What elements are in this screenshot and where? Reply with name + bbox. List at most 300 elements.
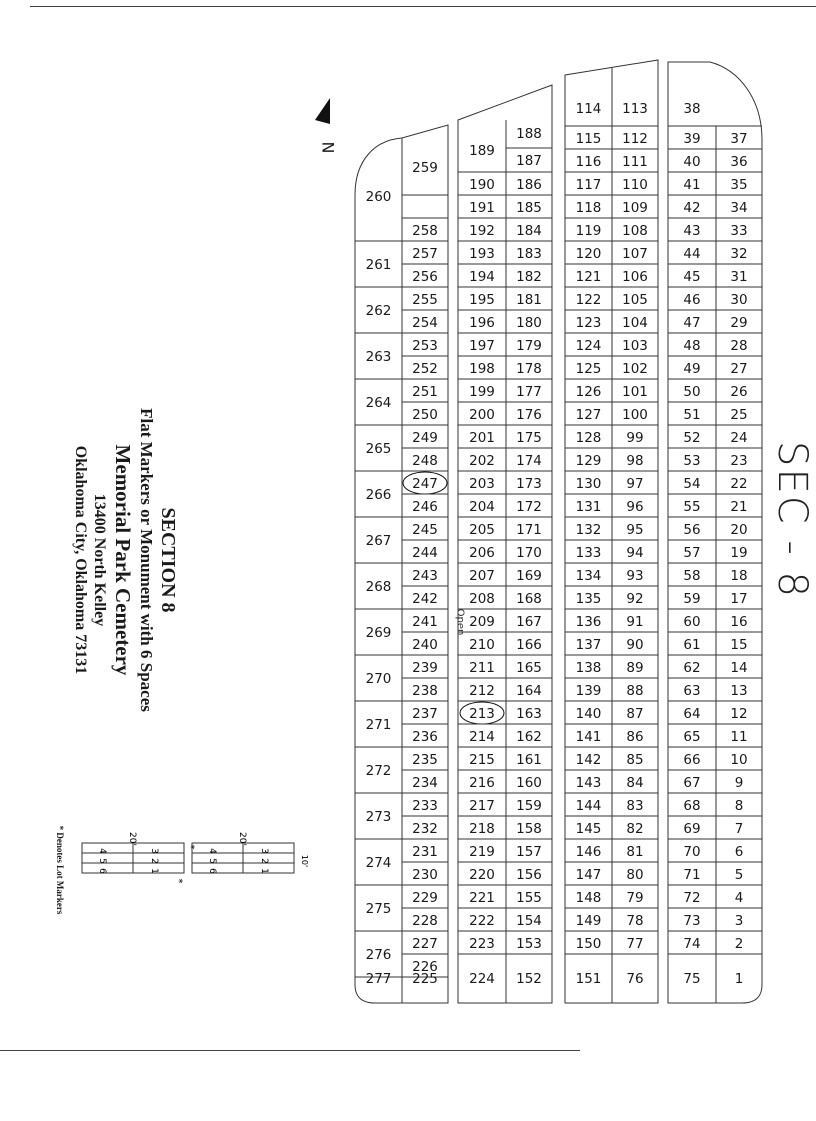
lot-number: 215: [469, 752, 495, 768]
lot-number: 224: [469, 971, 495, 987]
lot-number: 198: [469, 361, 495, 377]
lot-number: 240: [412, 637, 438, 653]
lot-number: 170: [516, 545, 542, 561]
lot-number: 107: [622, 246, 648, 262]
lot-diagram-label: 6: [207, 868, 217, 874]
lot-number: 267: [365, 533, 392, 549]
lot-number: 162: [516, 729, 542, 745]
lot-number: 263: [365, 349, 392, 365]
lot-number: 154: [516, 913, 542, 929]
lot-number: 223: [469, 936, 495, 952]
lot-number: 135: [575, 591, 602, 607]
lot-marker-star: *: [173, 878, 184, 884]
lot-number: 138: [575, 660, 602, 676]
lot-number: 262: [365, 303, 392, 319]
lot-number: 153: [516, 936, 542, 952]
lot-number: 110: [622, 177, 648, 193]
lot-number: 208: [469, 591, 495, 607]
lot-diagram-label: 1: [149, 868, 159, 874]
lot-number: 13: [730, 683, 748, 699]
lot-number: 139: [575, 683, 602, 699]
lot-number: 234: [412, 775, 438, 791]
lot-number: 96: [626, 499, 644, 515]
lot-diagram-label: 4: [207, 848, 217, 854]
lot-number: 206: [469, 545, 495, 561]
lot-number: 92: [626, 591, 644, 607]
lot-number: 233: [412, 798, 438, 814]
lot-number: 155: [516, 890, 542, 906]
lot-number: 61: [683, 637, 701, 653]
lot-number: 69: [683, 821, 701, 837]
lot-number: 33: [730, 223, 748, 239]
lot-number: 256: [412, 269, 438, 285]
lot-diagram-label: 1: [259, 868, 269, 874]
lot-number: 104: [622, 315, 648, 331]
lot-labels: [366, 101, 748, 987]
lot-number: 222: [469, 913, 495, 929]
lot-number: 144: [575, 798, 602, 814]
lot-number: 167: [516, 614, 542, 630]
lot-number: 157: [516, 844, 542, 860]
lot-number: 30: [730, 292, 748, 308]
north-arrow-icon: [315, 98, 330, 124]
lot-number: 214: [469, 729, 495, 745]
lot-number: 151: [575, 971, 602, 987]
lot-number: 141: [575, 729, 602, 745]
lot-number: 17: [730, 591, 748, 607]
lot-number: 88: [626, 683, 644, 699]
lot-diagram-label: 3: [259, 848, 269, 854]
lot-number: 166: [516, 637, 542, 653]
lot-number: 95: [626, 522, 644, 538]
lot-number: 174: [516, 453, 542, 469]
lot-number: 248: [412, 453, 438, 469]
lot-number: 86: [626, 729, 644, 745]
lot-number: 89: [626, 660, 644, 676]
lot-number: 168: [516, 591, 542, 607]
lot-number: 243: [412, 568, 438, 584]
lot-number: 87: [626, 706, 644, 722]
lot-number: 257: [412, 246, 438, 262]
lot-diagram-depth: 10': [300, 854, 309, 868]
lot-number: 39: [683, 131, 701, 147]
lot-diagram-width: 20': [237, 832, 247, 846]
lot-number: 185: [516, 200, 542, 216]
lot-number: 180: [516, 315, 542, 331]
lot-number: 247: [412, 476, 438, 492]
lot-number: 260: [365, 189, 392, 205]
lot-number: 205: [469, 522, 495, 538]
lot-number: 264: [365, 395, 392, 411]
lot-number: 146: [575, 844, 602, 860]
lot-number: 10: [730, 752, 748, 768]
lot-number: 71: [683, 867, 701, 883]
lot-layout-diagram: [82, 832, 309, 883]
lot-number: 67: [683, 775, 701, 791]
lot-number: 98: [626, 453, 644, 469]
lot-number: 163: [516, 706, 542, 722]
lot-number: 52: [683, 430, 701, 446]
lot-number: 132: [575, 522, 602, 538]
lot-number: 142: [575, 752, 602, 768]
lot-number: 220: [469, 867, 495, 883]
lot-number: 143: [575, 775, 602, 791]
lot-number: 200: [469, 407, 495, 423]
lot-number: 149: [575, 913, 602, 929]
lot-number: 212: [469, 683, 495, 699]
lot-number: 161: [516, 752, 542, 768]
lot-number: 81: [626, 844, 644, 860]
lot-number: 113: [622, 101, 648, 117]
lot-number: 74: [683, 936, 701, 952]
lot-number: 103: [622, 338, 648, 354]
lot-number: 99: [626, 430, 644, 446]
lot-number: 76: [626, 971, 644, 987]
cemetery-city: Oklahoma City, Oklahoma 73131: [71, 445, 89, 675]
lot-number: 108: [622, 223, 648, 239]
lot-number: 202: [469, 453, 495, 469]
lot-number: 181: [516, 292, 542, 308]
lot-number: 265: [365, 441, 392, 457]
lot-number: 218: [469, 821, 495, 837]
lot-number: 182: [516, 269, 542, 285]
lot-number: 94: [626, 545, 644, 561]
lot-number: 261: [365, 257, 392, 273]
lot-number: 172: [516, 499, 542, 515]
section-title: SECTION 8: [157, 507, 179, 613]
lot-number: 28: [730, 338, 748, 354]
lot-number: 45: [683, 269, 701, 285]
lot-number: 249: [412, 430, 438, 446]
lot-number: 193: [469, 246, 495, 262]
lot-number: 269: [365, 625, 392, 641]
lot-number: 178: [516, 361, 542, 377]
lot-number: 159: [516, 798, 542, 814]
lot-number: 38: [683, 101, 701, 117]
lot-number: 59: [683, 591, 701, 607]
lot-number: 226: [412, 959, 438, 975]
lot-number: 14: [730, 660, 748, 676]
lot-number: 3: [734, 913, 744, 929]
lot-number: 179: [516, 338, 542, 354]
lot-number: 245: [412, 522, 438, 538]
lot-number: 77: [626, 936, 644, 952]
lot-number: 270: [365, 671, 392, 687]
lot-number: 24: [730, 430, 748, 446]
lot-number: 210: [469, 637, 495, 653]
lot-number: 137: [575, 637, 602, 653]
lot-number: 12: [730, 706, 748, 722]
lot-number: 171: [516, 522, 542, 538]
lot-number: 68: [683, 798, 701, 814]
lot-number: 72: [683, 890, 701, 906]
lot-number: 127: [575, 407, 602, 423]
lot-number: 231: [412, 844, 438, 860]
lot-number: 80: [626, 867, 644, 883]
lot-number: 70: [683, 844, 701, 860]
lot-number: 57: [683, 545, 701, 561]
lot-number: 219: [469, 844, 495, 860]
lot-number: 277: [365, 971, 392, 987]
lot-number: 78: [626, 913, 644, 929]
lot-number: 102: [622, 361, 648, 377]
lot-number: 251: [412, 384, 438, 400]
lot-number: 47: [683, 315, 701, 331]
lot-number: 225: [412, 971, 438, 987]
lot-number: 173: [516, 476, 542, 492]
handwritten-section-label: SEC - 8: [769, 441, 815, 599]
lot-number: 145: [575, 821, 602, 837]
lot-number: 7: [734, 821, 744, 837]
title-block: [30, 360, 180, 760]
lot-number: 54: [683, 476, 701, 492]
lot-number: 150: [575, 936, 602, 952]
lot-number: 255: [412, 292, 438, 308]
lot-number: 6: [734, 844, 744, 860]
lot-number: 23: [730, 453, 748, 469]
lot-number: 44: [683, 246, 701, 262]
lot-number: 241: [412, 614, 438, 630]
lot-number: 197: [469, 338, 495, 354]
lot-number: 216: [469, 775, 495, 791]
lot-number: 93: [626, 568, 644, 584]
lot-number: 121: [575, 269, 602, 285]
lot-number: 211: [469, 660, 495, 676]
lot-number: 268: [365, 579, 392, 595]
lot-number: 246: [412, 499, 438, 515]
lot-number: 41: [683, 177, 701, 193]
lot-number: 82: [626, 821, 644, 837]
lot-number: 1: [734, 971, 744, 987]
lot-number: 43: [683, 223, 701, 239]
lot-number: 136: [575, 614, 602, 630]
lot-number: 101: [622, 384, 648, 400]
lot-number: 187: [516, 153, 542, 169]
lot-number: 48: [683, 338, 701, 354]
lot-number: 274: [365, 855, 392, 871]
lot-diagram-label: 5: [97, 858, 107, 864]
lot-number: 4: [734, 890, 744, 906]
lot-number: 115: [575, 131, 602, 147]
lot-number: 232: [412, 821, 438, 837]
north-label: N: [318, 141, 338, 154]
lot-number: 238: [412, 683, 438, 699]
lot-number: 119: [575, 223, 602, 239]
lot-number: 275: [365, 901, 392, 917]
lot-number: 84: [626, 775, 644, 791]
lot-number: 183: [516, 246, 542, 262]
cemetery-address: 13400 North Kelley: [91, 493, 109, 627]
lot-number: 36: [730, 154, 748, 170]
lot-number: 237: [412, 706, 438, 722]
lot-number: 8: [734, 798, 744, 814]
lot-number: 196: [469, 315, 495, 331]
lot-number: 83: [626, 798, 644, 814]
lot-number: 111: [622, 154, 648, 170]
lot-diagram-label: 2: [149, 858, 159, 864]
lot-number: 85: [626, 752, 644, 768]
lot-number: 152: [516, 971, 542, 987]
lot-number: 191: [469, 200, 495, 216]
lot-number: 20: [730, 522, 748, 538]
lot-number: 49: [683, 361, 701, 377]
lot-diagram-label: 2: [259, 858, 269, 864]
lot-number: 207: [469, 568, 495, 584]
lot-number: 18: [730, 568, 748, 584]
lot-diagram-label: 5: [207, 858, 217, 864]
lot-number: 123: [575, 315, 602, 331]
lot-number: 244: [412, 545, 438, 561]
lot-number: 35: [730, 177, 748, 193]
lot-number: 194: [469, 269, 495, 285]
lot-number: 213: [469, 706, 495, 722]
lot-number: 235: [412, 752, 438, 768]
lot-number: 11: [730, 729, 748, 745]
lot-number: 271: [365, 717, 392, 733]
lot-number: 158: [516, 821, 542, 837]
lot-number: 266: [365, 487, 392, 503]
lot-number: 201: [469, 430, 495, 446]
lot-number: 27: [730, 361, 748, 377]
lot-marker-star: *: [185, 844, 196, 850]
lot-number: 97: [626, 476, 644, 492]
lot-number: 15: [730, 637, 748, 653]
lot-number: 122: [575, 292, 602, 308]
lot-number: 55: [683, 499, 701, 515]
lot-number: 63: [683, 683, 701, 699]
lot-number: 116: [575, 154, 602, 170]
lot-number: 40: [683, 154, 701, 170]
lot-number: 209: [469, 614, 495, 630]
lot-number: 273: [365, 809, 392, 825]
lot-number: 228: [412, 913, 438, 929]
lot-number: 276: [365, 947, 392, 963]
lot-number: 239: [412, 660, 438, 676]
lot-number: 79: [626, 890, 644, 906]
lot-number: 134: [575, 568, 602, 584]
lot-number: 117: [575, 177, 602, 193]
lot-number: 56: [683, 522, 701, 538]
lot-number: 46: [683, 292, 701, 308]
lot-number: 128: [575, 430, 602, 446]
lot-number: 32: [730, 246, 748, 262]
lot-number: 50: [683, 384, 701, 400]
lot-number: 21: [730, 499, 748, 515]
lot-number: 53: [683, 453, 701, 469]
lot-number: 203: [469, 476, 495, 492]
lot-number: 124: [575, 338, 602, 354]
lot-number: 156: [516, 867, 542, 883]
lot-number: 5: [734, 867, 744, 883]
lot-number: 160: [516, 775, 542, 791]
lot-number: 272: [365, 763, 392, 779]
lot-diagram-label: 6: [97, 868, 107, 874]
lot-number: 250: [412, 407, 438, 423]
lot-number: 34: [730, 200, 748, 216]
lot-number: 195: [469, 292, 495, 308]
lot-number: 229: [412, 890, 438, 906]
lot-number: 129: [575, 453, 602, 469]
lot-number: 189: [469, 143, 495, 159]
lot-number: 217: [469, 798, 495, 814]
lot-number: 60: [683, 614, 701, 630]
lot-number: 199: [469, 384, 495, 400]
lot-number: 147: [575, 867, 602, 883]
lot-number: 105: [622, 292, 648, 308]
lot-number: 252: [412, 361, 438, 377]
lot-number: 29: [730, 315, 748, 331]
lot-number: 42: [683, 200, 701, 216]
lot-marker-note: * Denotes Lot Markers: [55, 825, 65, 915]
lot-number: 227: [412, 936, 438, 952]
lot-number: 177: [516, 384, 542, 400]
lot-number: 37: [730, 131, 748, 147]
lot-diagram-label: 4: [97, 848, 107, 854]
lot-number: 254: [412, 315, 438, 331]
lot-number: 58: [683, 568, 701, 584]
lot-number: 133: [575, 545, 602, 561]
section-subtitle: Flat Markers or Monument with 6 Spaces: [136, 408, 156, 712]
handwritten-open-note: Open: [454, 608, 466, 636]
lot-number: 66: [683, 752, 701, 768]
lot-number: 236: [412, 729, 438, 745]
lot-number: 230: [412, 867, 438, 883]
lot-number: 75: [683, 971, 701, 987]
lot-number: 221: [469, 890, 495, 906]
lot-number: 31: [730, 269, 748, 285]
lot-diagram-label: 3: [149, 848, 159, 854]
lot-number: 169: [516, 568, 542, 584]
cemetery-name: Memorial Park Cemetery: [110, 444, 135, 676]
lot-number: 192: [469, 223, 495, 239]
lot-number: 130: [575, 476, 602, 492]
lot-number: 175: [516, 430, 542, 446]
lot-number: 114: [575, 101, 602, 117]
lot-number: 64: [683, 706, 701, 722]
lot-number: 148: [575, 890, 602, 906]
lot-number: 131: [575, 499, 602, 515]
lot-number: 140: [575, 706, 602, 722]
lot-number: 125: [575, 361, 602, 377]
lot-number: 100: [622, 407, 648, 423]
lot-number: 259: [412, 160, 438, 176]
lot-number: 165: [516, 660, 542, 676]
lot-number: 91: [626, 614, 644, 630]
lot-number: 16: [730, 614, 748, 630]
lot-number: 164: [516, 683, 542, 699]
lot-number: 126: [575, 384, 602, 400]
lot-number: 25: [730, 407, 748, 423]
lot-number: 22: [730, 476, 748, 492]
lot-number: 90: [626, 637, 644, 653]
lot-number: 106: [622, 269, 648, 285]
lot-number: 51: [683, 407, 701, 423]
lot-number: 120: [575, 246, 602, 262]
lot-number: 2: [734, 936, 744, 952]
lot-number: 204: [469, 499, 495, 515]
lot-diagram-width: 20': [127, 832, 137, 846]
lot-number: 258: [412, 223, 438, 239]
lot-number: 118: [575, 200, 602, 216]
lot-number: 188: [516, 126, 542, 142]
lot-number: 62: [683, 660, 701, 676]
lot-number: 19: [730, 545, 748, 561]
lot-number: 242: [412, 591, 438, 607]
lot-number: 186: [516, 177, 542, 193]
lot-number: 253: [412, 338, 438, 354]
lot-number: 65: [683, 729, 701, 745]
lot-number: 9: [734, 775, 744, 791]
